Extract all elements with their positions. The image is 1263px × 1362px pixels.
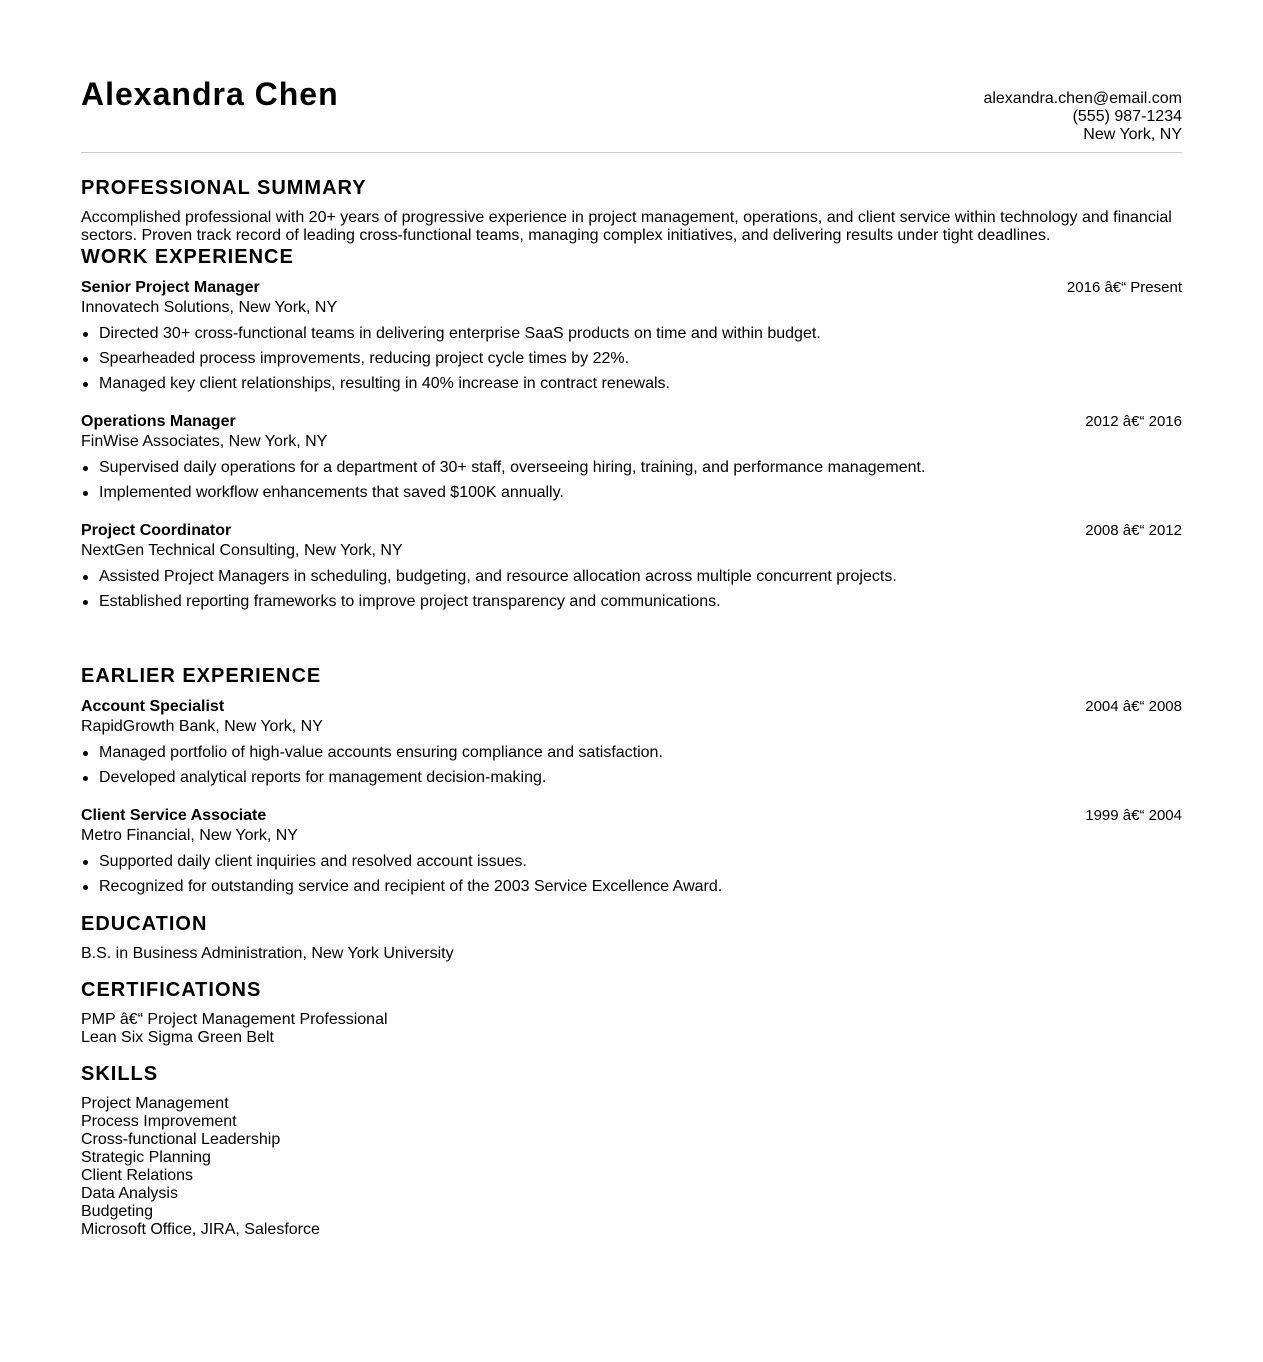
- bullet-icon: [83, 885, 88, 890]
- resume-header: [81, 74, 1182, 153]
- skill-item: Cross-functional Leadership: [81, 1131, 281, 1148]
- bullet-item: [81, 852, 1182, 872]
- job-entry: [81, 521, 1182, 612]
- bullet-item: [81, 877, 1182, 897]
- bullet-icon: [83, 491, 88, 496]
- job-title: Account Specialist: [81, 698, 225, 715]
- bullet-text: Managed portfolio of high-value accounts ensuring compliance and satisfaction.: [99, 744, 663, 761]
- bullet-text: Supported daily client inquiries and resolved account issues.: [99, 853, 527, 870]
- bullet-text: Assisted Project Managers in scheduling, budgeting, and resource allocation across multiple concurrent projects.: [99, 568, 897, 585]
- bullet-item: [81, 483, 1182, 503]
- skill-item: Microsoft Office, JIRA, Salesforce: [81, 1221, 320, 1238]
- bullet-icon: [83, 751, 88, 756]
- job-title: Operations Manager: [81, 413, 236, 430]
- job-dates: 2004 â€“ 2008: [1085, 698, 1182, 715]
- job-dates: 2012 â€“ 2016: [1085, 413, 1182, 430]
- bullet-item: [81, 592, 1182, 612]
- job-bullets: [81, 852, 1182, 897]
- job-title: Client Service Associate: [81, 807, 267, 824]
- bullet-item: [81, 374, 1182, 394]
- bullet-icon: [83, 600, 88, 605]
- skill-item: Budgeting: [81, 1203, 154, 1220]
- skill-item: Data Analysis: [81, 1185, 178, 1202]
- bullet-icon: [83, 466, 88, 471]
- job-entry: [81, 278, 1182, 394]
- job-title: Senior Project Manager: [81, 279, 260, 296]
- section-title-work-experience: WORK EXPERIENCE: [81, 246, 294, 268]
- education-item: B.S. in Business Administration, New York University: [81, 945, 454, 962]
- skill-item: Strategic Planning: [81, 1149, 211, 1166]
- bullet-text: Managed key client relationships, resulting in 40% increase in contract renewals.: [99, 375, 670, 392]
- section-title-summary: PROFESSIONAL SUMMARY: [81, 177, 367, 199]
- job-company: Metro Financial, New York, NY: [81, 827, 298, 844]
- skill-item: Project Management: [81, 1095, 229, 1112]
- bullet-text: Supervised daily operations for a department of 30+ staff, overseeing hiring, training, and performance management.: [99, 459, 926, 476]
- job-company: FinWise Associates, New York, NY: [81, 433, 328, 450]
- bullet-text: Recognized for outstanding service and recipient of the 2003 Service Excellence Award.: [99, 878, 723, 895]
- bullet-icon: [83, 332, 88, 337]
- job-entry: [81, 697, 1182, 788]
- bullet-text: Spearheaded process improvements, reducing project cycle times by 22%.: [99, 350, 630, 367]
- candidate-name: Alexandra Chen: [81, 76, 339, 112]
- section-title-earlier-experience: EARLIER EXPERIENCE: [81, 665, 322, 687]
- job-dates: 2016 â€“ Present: [1066, 279, 1182, 296]
- bullet-text: Directed 30+ cross-functional teams in delivering enterprise SaaS products on time and within budget.: [99, 325, 821, 342]
- bullet-text: Implemented workflow enhancements that saved $100K annually.: [99, 484, 564, 501]
- bullet-icon: [83, 860, 88, 865]
- bullet-icon: [83, 575, 88, 580]
- section-title-education: EDUCATION: [81, 913, 208, 935]
- job-dates: 1999 â€“ 2004: [1085, 807, 1182, 824]
- bullet-item: [81, 324, 1182, 344]
- skill-item: Client Relations: [81, 1167, 194, 1184]
- job-company: NextGen Technical Consulting, New York, NY: [81, 542, 403, 559]
- section-title-skills: SKILLS: [81, 1063, 159, 1085]
- bullet-icon: [83, 357, 88, 362]
- job-dates: 2008 â€“ 2012: [1085, 522, 1182, 539]
- bullet-icon: [83, 776, 88, 781]
- bullet-item: [81, 458, 1182, 478]
- certifications-list: [81, 1011, 1182, 1047]
- job-bullets: [81, 458, 1182, 503]
- certification-item: Lean Six Sigma Green Belt: [81, 1029, 274, 1046]
- skill-item: Process Improvement: [81, 1113, 237, 1130]
- bullet-item: [81, 743, 1182, 763]
- education-list: [81, 945, 1182, 963]
- contact-info: [983, 74, 1182, 144]
- certification-item: PMP â€“ Project Management Professional: [81, 1011, 388, 1028]
- job-bullets: [81, 324, 1182, 394]
- bullet-item: [81, 567, 1182, 587]
- job-title: Project Coordinator: [81, 522, 232, 539]
- section-title-certifications: CERTIFICATIONS: [81, 979, 262, 1001]
- job-bullets: [81, 567, 1182, 612]
- job-entry: [81, 806, 1182, 897]
- job-company: RapidGrowth Bank, New York, NY: [81, 718, 323, 735]
- resume-page: [81, 0, 1182, 1239]
- contact-location: New York, NY: [1083, 126, 1182, 143]
- bullet-item: [81, 768, 1182, 788]
- bullet-item: [81, 349, 1182, 369]
- contact-email: alexandra.chen@email.com: [983, 90, 1182, 107]
- bullet-text: Developed analytical reports for management decision-making.: [99, 769, 547, 786]
- job-company: Innovatech Solutions, New York, NY: [81, 299, 338, 316]
- job-bullets: [81, 743, 1182, 788]
- job-entry: [81, 412, 1182, 503]
- summary-text: Accomplished professional with 20+ years of progressive experience in project management, operations, and client service within technology and financial sectors. Proven track record of leading cross-functional teams, managing complex initiatives, and delivering results under tight deadlines.: [81, 209, 1172, 244]
- bullet-text: Established reporting frameworks to improve project transparency and communications.: [99, 593, 721, 610]
- contact-phone: (555) 987-1234: [1072, 108, 1182, 125]
- skills-list: [81, 1095, 1182, 1239]
- bullet-icon: [83, 382, 88, 387]
